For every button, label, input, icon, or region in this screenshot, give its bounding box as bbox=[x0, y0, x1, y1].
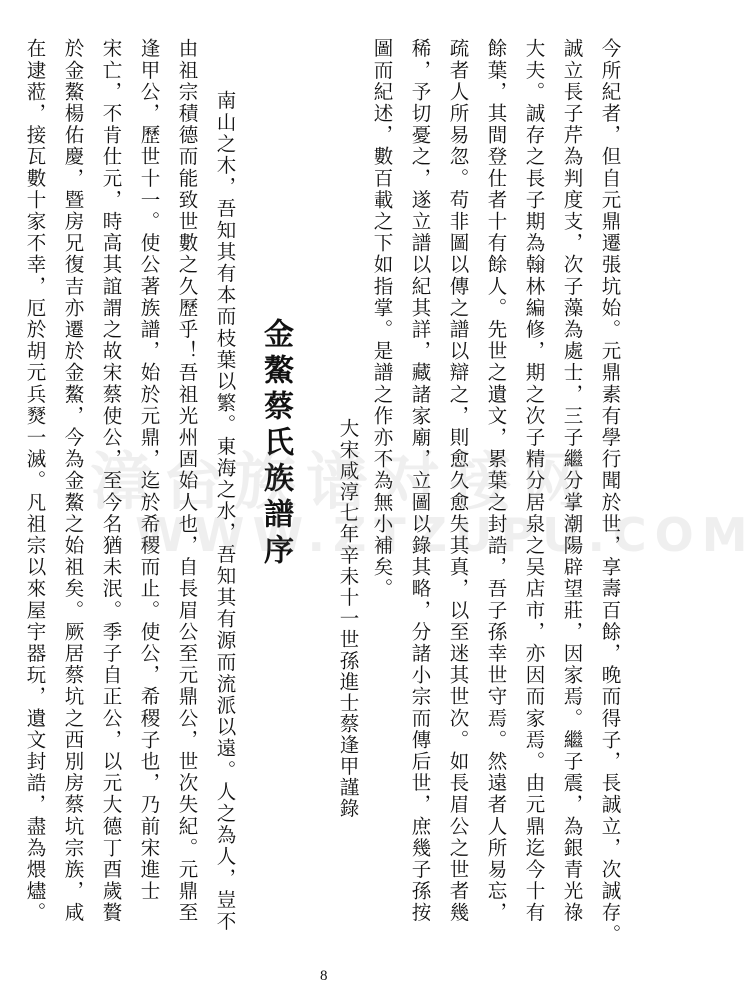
watermark-url: WWW.ZTZUPU.COM bbox=[135, 508, 756, 562]
text-column: 今所紀者，但自元鼎遷張坑始。元鼎素有學行聞於世，享壽百餘，晚而得子，長誠立，次誠存。 bbox=[598, 38, 622, 946]
section-title: 金鰲蔡氏族譜序 bbox=[258, 318, 293, 570]
text-column: 於金鰲楊佑慶，暨房兄復吉亦遷於金鰲，今為金鰲之始祖矣。厥居蔡坑之西別房蔡坑宗族，咸 bbox=[61, 38, 85, 924]
text-column: 由祖宗積德而能致世數之久歷乎！吾祖光州固始人也，自長眉公至元鼎公，世次失紀。元鼎至 bbox=[175, 38, 199, 924]
text-column: 大夫。誠存之長子期為翰林編修，期之次子精分居泉之吴店市，亦因而家焉。由元鼎迄今十有 bbox=[522, 38, 546, 924]
text-column: 南山之木，吾知其有本而枝葉以繁。東海之水，吾知其有源而流派以遠。人之為人，豈不 bbox=[213, 90, 237, 933]
text-column: 圖而紀述，數百載之下如指掌。是譜之作亦不為無小補矣。 bbox=[370, 38, 394, 600]
text-column: 宋亡，不肯仕元，時高其誼謂之故宋蔡使公，至今名猶未泯。季子自正公，以元大德丁酉歲贅 bbox=[99, 38, 123, 924]
text-column: 誠立長子芹為判度支，次子藻為處士，三子繼分掌潮陽辟望莊，因家焉。繼子震，為銀青光祿 bbox=[560, 38, 584, 924]
watermark: 漳台族谱对接网 bbox=[90, 445, 595, 518]
dedication-signature: 大宋咸淳七年辛未十一世孫進士蔡逢甲謹錄 bbox=[336, 418, 360, 819]
page-number: 8 bbox=[320, 968, 328, 984]
text-column: 疏者人所易忽。苟非圖以傳之譜以辯之，則愈久愈失其真，以至迷其世次。如長眉公之世者幾 bbox=[446, 38, 470, 924]
text-column: 稀，予切憂之，遂立譜以紀其詳，藏諸家廟，立圖以錄其略，分諸小宗而傳后世，庶幾子孫按 bbox=[408, 38, 432, 924]
text-column: 逢甲公，歷世十一。使公著族譜，始於元鼎，迄於希稷而止。使公，希稷子也，乃前宋進士 bbox=[137, 38, 161, 902]
text-column: 在逮蒞，接瓦數十家不幸，厄於胡元兵燹一滅。凡祖宗以來屋宇器玩，遺文封誥，盡為煨燼。 bbox=[23, 38, 47, 924]
text-column: 餘葉，其間登仕者十有餘人。先世之遺文，累葉之封誥，吾子孫幸世守焉。然遠者人所易忘， bbox=[484, 38, 508, 924]
